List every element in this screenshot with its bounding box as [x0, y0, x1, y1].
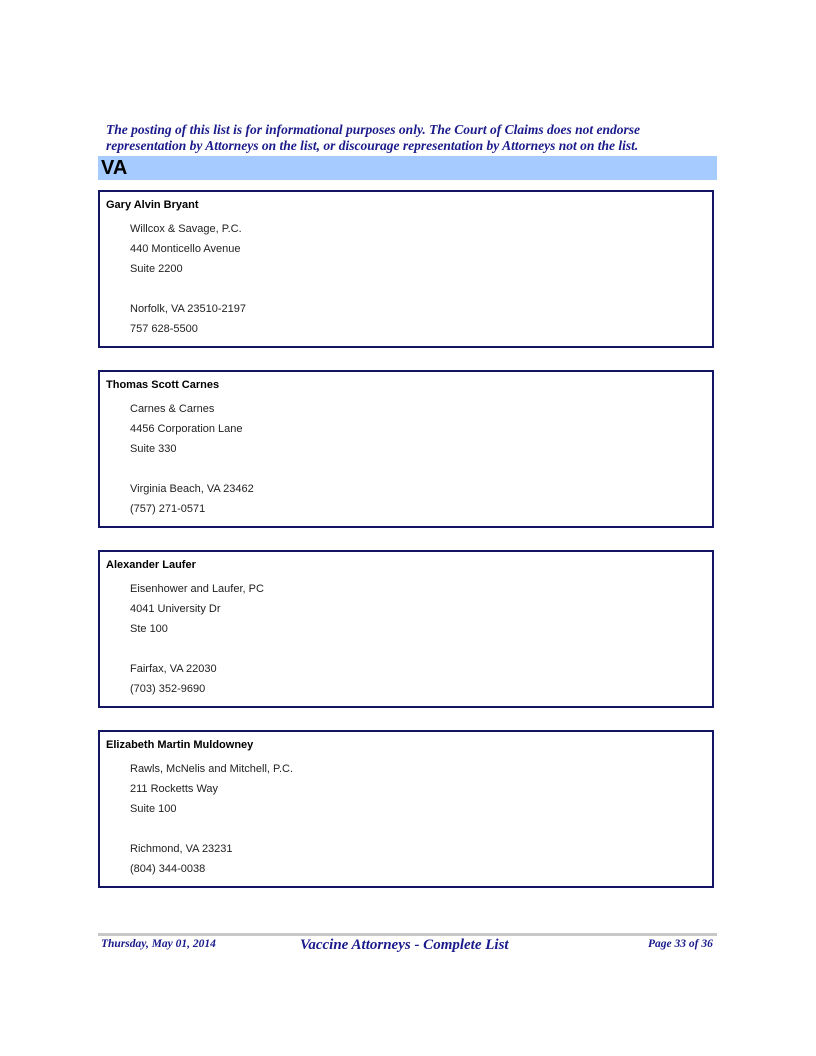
- disclaimer: [106, 122, 726, 154]
- attorney-card: [98, 730, 714, 888]
- attorney-card: [98, 550, 714, 708]
- attorney-address-line-2: Ste 100: [130, 623, 168, 635]
- attorney-address-line-2: Suite 330: [130, 443, 177, 455]
- state-label: VA: [101, 157, 128, 179]
- footer-title: Vaccine Attorneys - Complete List: [300, 937, 509, 953]
- disclaimer-line-2: representation by Attorneys on the list, or discourage representation by Attorneys not on the list.: [106, 138, 639, 153]
- attorney-phone: 757 628-5500: [130, 323, 198, 335]
- attorney-card: [98, 370, 714, 528]
- footer-divider: [98, 933, 717, 936]
- attorney-firm: Rawls, McNelis and Mitchell, P.C.: [130, 763, 294, 775]
- attorney-address-line-1: 4456 Corporation Lane: [130, 423, 243, 435]
- disclaimer-line-1: The posting of this list is for informational purposes only. The Court of Claims does not endorse: [106, 122, 640, 137]
- attorney-address-line-1: 211 Rocketts Way: [130, 783, 219, 795]
- attorney-phone: (703) 352-9690: [130, 683, 206, 695]
- footer-date: Thursday, May 01, 2014: [101, 938, 216, 950]
- attorney-card: [98, 190, 714, 348]
- attorney-city: Norfolk, VA 23510-2197: [130, 303, 246, 315]
- attorney-city: Richmond, VA 23231: [130, 843, 233, 855]
- attorney-phone: (804) 344-0038: [130, 863, 206, 875]
- attorney-name: Alexander Laufer: [106, 559, 196, 571]
- state-header: [98, 156, 717, 180]
- attorney-name: Thomas Scott Carnes: [106, 379, 220, 391]
- attorney-address-line-2: Suite 2200: [130, 263, 183, 275]
- attorney-name: Gary Alvin Bryant: [106, 199, 199, 211]
- attorney-name: Elizabeth Martin Muldowney: [106, 739, 254, 751]
- attorney-firm: Willcox & Savage, P.C.: [130, 223, 242, 235]
- attorney-phone: (757) 271-0571: [130, 503, 206, 515]
- attorney-address-line-1: 4041 University Dr: [130, 603, 221, 615]
- attorney-firm: Carnes & Carnes: [130, 403, 215, 415]
- attorney-firm: Eisenhower and Laufer, PC: [130, 583, 264, 595]
- footer-page-number: Page 33 of 36: [648, 938, 713, 950]
- attorney-city: Fairfax, VA 22030: [130, 663, 217, 675]
- attorney-address-line-2: Suite 100: [130, 803, 177, 815]
- attorney-city: Virginia Beach, VA 23462: [130, 483, 254, 495]
- attorney-address-line-1: 440 Monticello Avenue: [130, 243, 241, 255]
